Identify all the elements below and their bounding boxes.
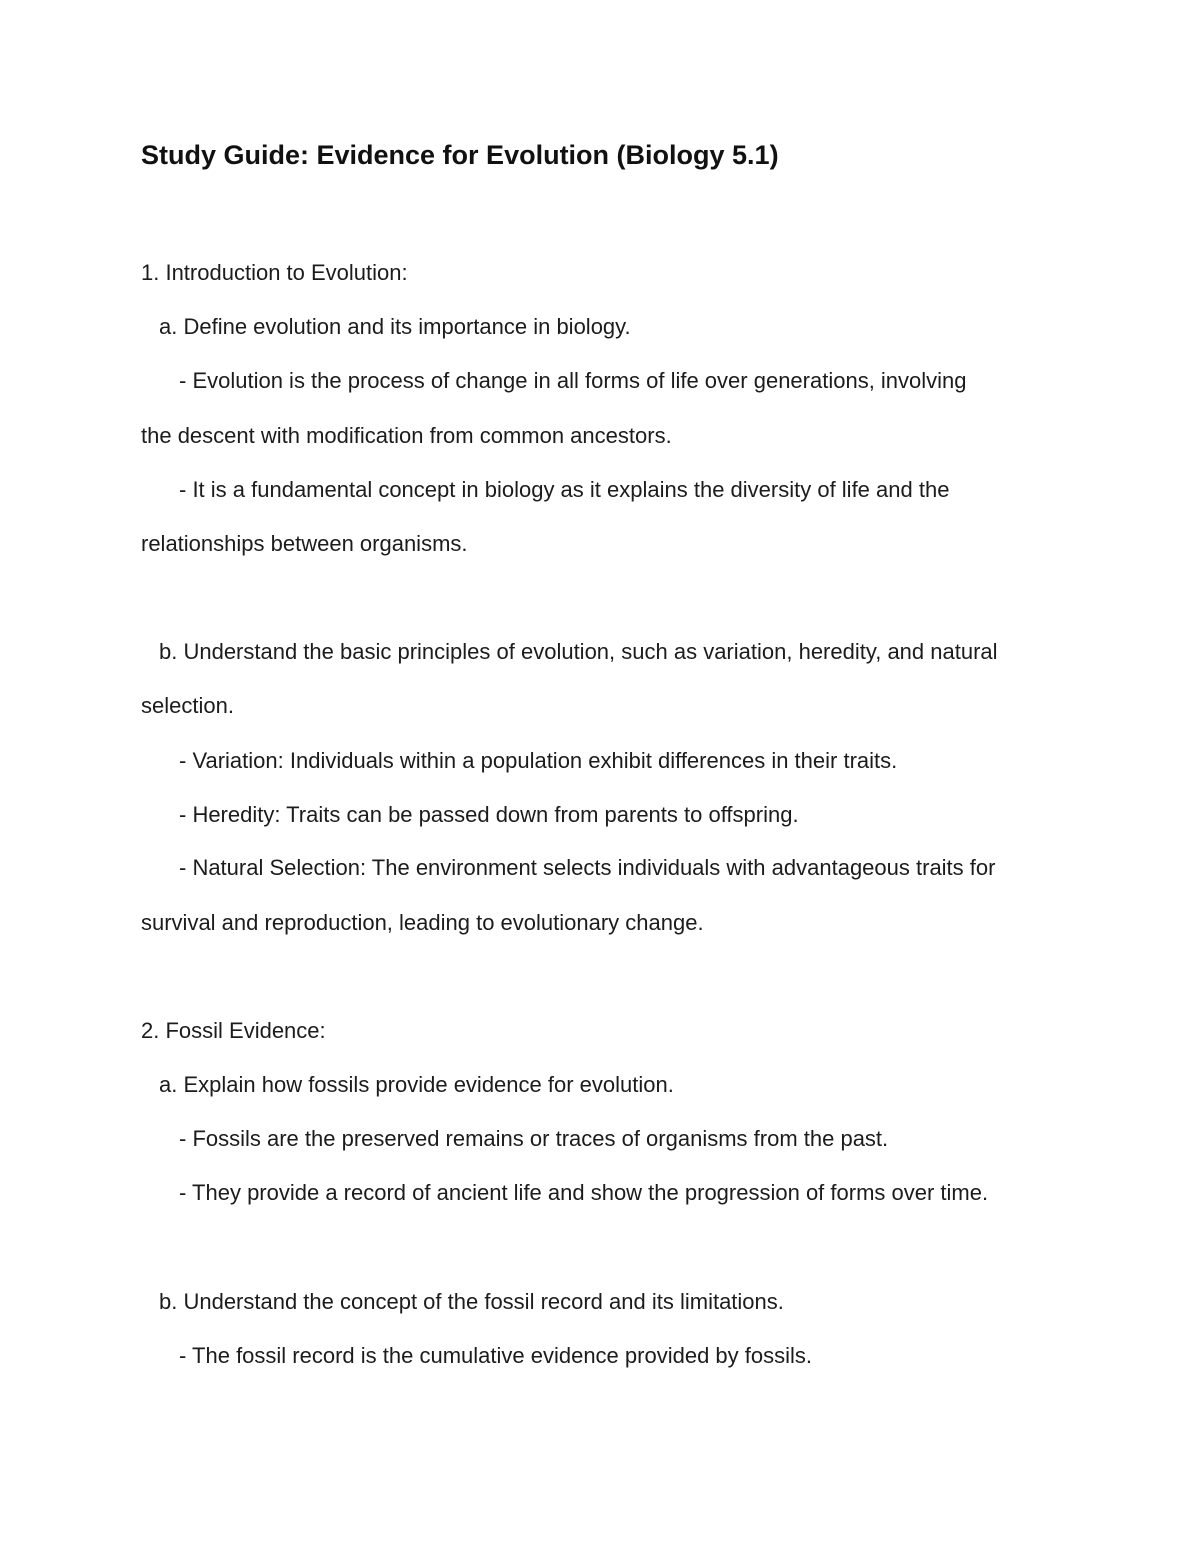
subsection-item: a. Explain how fossils provide evidence for evolution. xyxy=(159,1072,674,1097)
continuation-line: the descent with modification from common ancestors. xyxy=(141,423,672,448)
page-title: Study Guide: Evidence for Evolution (Biology 5.1) xyxy=(141,140,779,170)
bullet-line: - The fossil record is the cumulative evidence provided by fossils. xyxy=(179,1343,812,1368)
subsection-item: b. Understand the basic principles of evolution, such as variation, heredity, and natural xyxy=(159,639,998,664)
bullet-line: - Variation: Individuals within a population exhibit differences in their traits. xyxy=(179,748,898,773)
continuation-line: selection. xyxy=(141,693,234,718)
bullet-line: - They provide a record of ancient life and show the progression of forms over time. xyxy=(179,1180,989,1205)
bullet-line: - Evolution is the process of change in all forms of life over generations, involving xyxy=(179,368,967,393)
bullet-line: - Natural Selection: The environment selects individuals with advantageous traits for xyxy=(179,855,996,880)
subsection-item: b. Understand the concept of the fossil record and its limitations. xyxy=(159,1289,784,1314)
bullet-line: - It is a fundamental concept in biology as it explains the diversity of life and the xyxy=(179,477,950,502)
bullet-line: - Fossils are the preserved remains or traces of organisms from the past. xyxy=(179,1126,889,1151)
continuation-line: survival and reproduction, leading to evolutionary change. xyxy=(141,910,704,935)
section-heading: 1. Introduction to Evolution: xyxy=(141,260,408,285)
continuation-line: relationships between organisms. xyxy=(141,531,468,556)
section-heading: 2. Fossil Evidence: xyxy=(141,1018,326,1043)
bullet-line: - Heredity: Traits can be passed down from parents to offspring. xyxy=(179,802,799,827)
subsection-item: a. Define evolution and its importance in biology. xyxy=(159,314,631,339)
